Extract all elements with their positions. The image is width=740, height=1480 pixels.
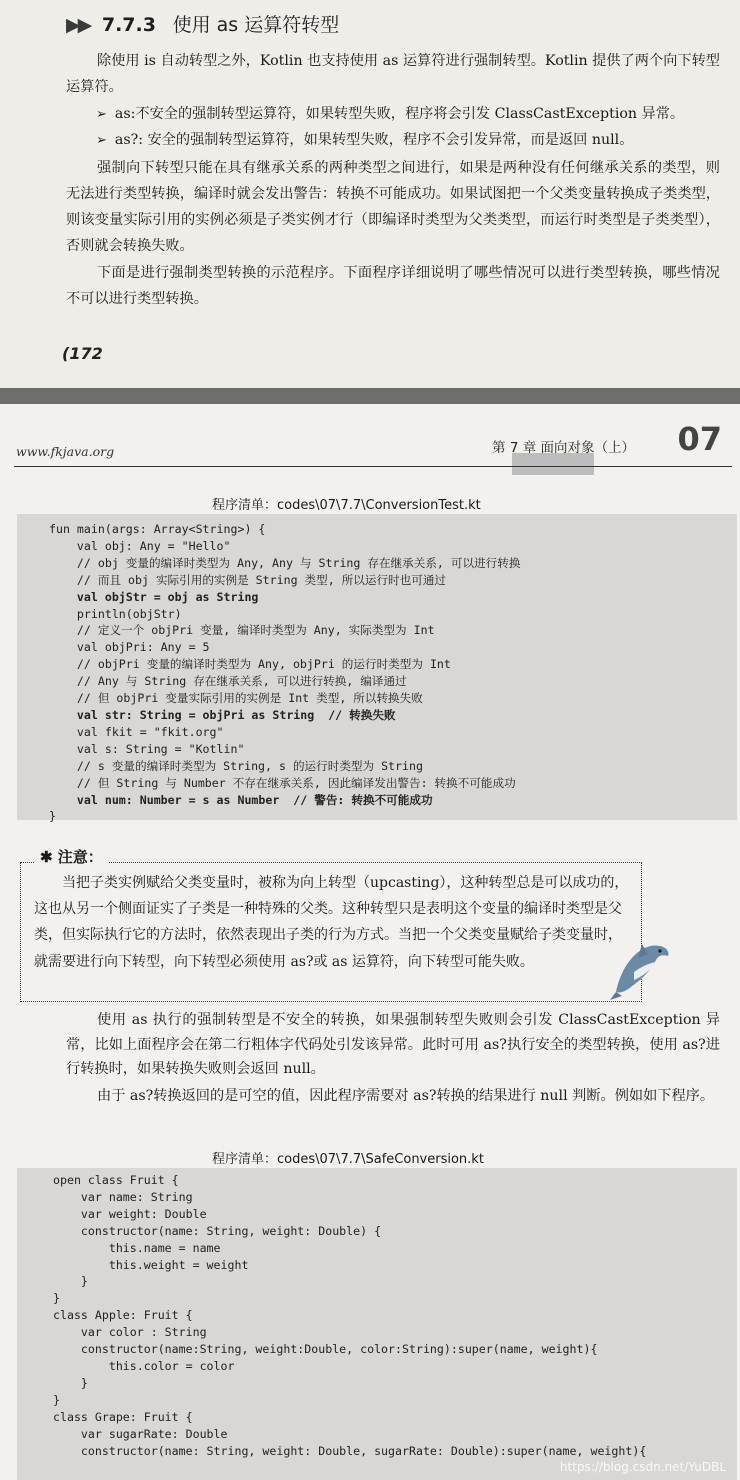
dolphin-icon	[608, 932, 672, 1002]
code-listing-1	[17, 514, 737, 824]
page-number-bracket-icon: (	[62, 344, 70, 363]
top-page	[0, 0, 740, 388]
note-label: ✱ 注意：	[34, 846, 109, 867]
section-heading	[66, 10, 339, 37]
code-line: // s 变量的编译时类型为 String, s 的运行时类型为 String	[49, 758, 423, 773]
code-line: }	[53, 1274, 88, 1289]
code-line: val obj: Any = "Hello"	[49, 538, 231, 553]
code-line: var weight: Double	[53, 1206, 207, 1221]
code-line: fun main(args: Array<String>) {	[49, 522, 266, 536]
code-line: constructor(name: String, weight: Double) {	[53, 1223, 382, 1238]
code-line: val num: Number = s as Number // 警告: 转换不可能成功	[49, 792, 433, 807]
section-arrows-icon: ▶▶	[66, 14, 90, 36]
code-line: var color : String	[53, 1325, 207, 1340]
code-block	[17, 1168, 737, 1459]
code-line: open class Fruit {	[53, 1173, 179, 1187]
page-number: (172	[62, 344, 103, 363]
bullet-text: as:不安全的强制转型运算符，如果转型失败，程序将会引发 ClassCastException 异常。	[114, 106, 685, 122]
code-line: val s: String = "Kotlin"	[49, 741, 245, 756]
code-line: class Apple: Fruit {	[53, 1308, 193, 1323]
bottom-page	[0, 404, 740, 1480]
bullet-item	[96, 127, 720, 154]
code-line: val str: String = objPri as String // 转换失败	[49, 707, 396, 722]
code-line: // 而且 obj 实际引用的实例是 String 类型, 所以运行时也可通过	[49, 572, 447, 587]
bullet-item	[96, 101, 720, 128]
section-title: 使用 as 运算符转型	[172, 14, 340, 36]
code-line: }	[53, 1291, 60, 1306]
unsafe-cast-paragraph: 使用 as 执行的强制转型是不安全的转换，如果强制转型失败则会引发 ClassCastException 异常，比如上面程序会在第二行粗体字代码处引发该异常。此时可用 as?执行安全的类型转换，使用 as?进行转换时，如果转换失败则会返回 null。	[66, 1012, 720, 1077]
code-line: val objPri: Any = 5	[49, 640, 210, 655]
listing-path: codes\07\7.7\SafeConversion.kt	[277, 1152, 484, 1167]
code-line: }	[53, 1392, 60, 1407]
code-line: this.name = name	[53, 1240, 221, 1255]
website-url: www.fkjava.org	[16, 444, 115, 459]
sparkle-icon: ✱	[40, 848, 58, 866]
code-line: }	[53, 1375, 88, 1390]
code-line: constructor(name: String, weight: Double, sugarRate: Double):super(name, weight){	[53, 1443, 647, 1458]
header-rule	[14, 466, 732, 467]
bullet-arrow-icon: ➢	[96, 133, 107, 148]
code-line: // 定义一个 objPri 变量, 编译时类型为 Any, 实际类型为 Int	[49, 623, 435, 638]
code-line: // Any 与 String 存在继承关系, 可以进行转换, 编译通过	[49, 674, 407, 689]
code-line: println(objStr)	[49, 606, 182, 621]
code-line: this.color = color	[53, 1358, 235, 1373]
section-number: 7.7.3	[101, 14, 156, 36]
chapter-header: 第 7 章 面向对象（上）	[492, 440, 635, 456]
code-line: // 但 String 与 Number 不存在继承关系, 因此编译发出警告: 转换不可能成功	[49, 775, 516, 790]
code-line: // objPri 变量的编译时类型为 Any, objPri 的运行时类型为 Int	[49, 657, 451, 672]
note-text: 当把子类实例赋给父类变量时，被称为向上转型（upcasting），这种转型总是可以成功的，这也从另一个侧面证实了子类是一种特殊的父类。这种转型只是表明这个变量的编译时类型是父类，但实际执行它的方法时，依然表现出子类的行为方式。当把一个父类变量赋给子类变量时，就需要进行向下转型，向下转型必须使用 as?或 as 运算符，向下转型可能失败。	[34, 875, 629, 970]
code-line: // 但 objPri 变量实际引用的实例是 Int 类型, 所以转换失败	[49, 691, 423, 706]
code-line: constructor(name:String, weight:Double, color:String):super(name, weight){	[53, 1342, 598, 1357]
code-listing-2	[17, 1168, 737, 1480]
bullet-arrow-icon: ➢	[96, 107, 107, 122]
bullet-text: as?: 安全的强制转型运算符，如果转型失败，程序不会引发异常，而是返回 null。	[114, 132, 634, 148]
code-line: var name: String	[53, 1189, 193, 1204]
code-block	[17, 514, 737, 825]
chapter-number: 07	[677, 420, 722, 458]
example-intro-paragraph: 下面是进行强制类型转换的示范程序。下面程序详细说明了哪些情况可以进行类型转换，哪些情况不可以进行类型转换。	[66, 265, 720, 307]
code-line: val fkit = "fkit.org"	[49, 724, 224, 739]
chapter-badge	[512, 453, 594, 475]
safe-cast-paragraph: 由于 as?转换返回的是可空的值，因此程序需要对 as?转换的结果进行 null 判断。例如如下程序。	[97, 1088, 715, 1104]
code-line: }	[49, 809, 56, 824]
code-line: class Grape: Fruit {	[53, 1409, 193, 1424]
listing-path: codes\07\7.7\ConversionTest.kt	[277, 498, 481, 513]
intro-paragraph: 除使用 is 自动转型之外，Kotlin 也支持使用 as 运算符进行强制转型。Kotlin 提供了两个向下转型运算符。	[66, 53, 720, 95]
watermark: https://blog.csdn.net/YuDBL	[559, 1460, 726, 1474]
code-line: // obj 变量的编译时类型为 Any, Any 与 String 存在继承关系, 可以进行转换	[49, 555, 521, 570]
listing-title: 程序清单：codes\07\7.7\SafeConversion.kt	[212, 1152, 484, 1167]
code-line: this.weight = weight	[53, 1257, 249, 1272]
downcast-paragraph: 强制向下转型只能在具有继承关系的两种类型之间进行，如果是两种没有任何继承关系的类型，则无法进行类型转换，编译时就会发出警告：转换不可能成功。如果试图把一个父类变量转换成子类类型，则该变量实际引用的实例必须是子类实例才行（即编译时类型为父类类型，而运行时类型是子类类型），否则就会转换失败。	[66, 160, 720, 254]
listing-title: 程序清单：codes\07\7.7\ConversionTest.kt	[212, 498, 481, 513]
code-line: val objStr = obj as String	[49, 589, 259, 604]
code-line: var sugarRate: Double	[53, 1426, 228, 1441]
